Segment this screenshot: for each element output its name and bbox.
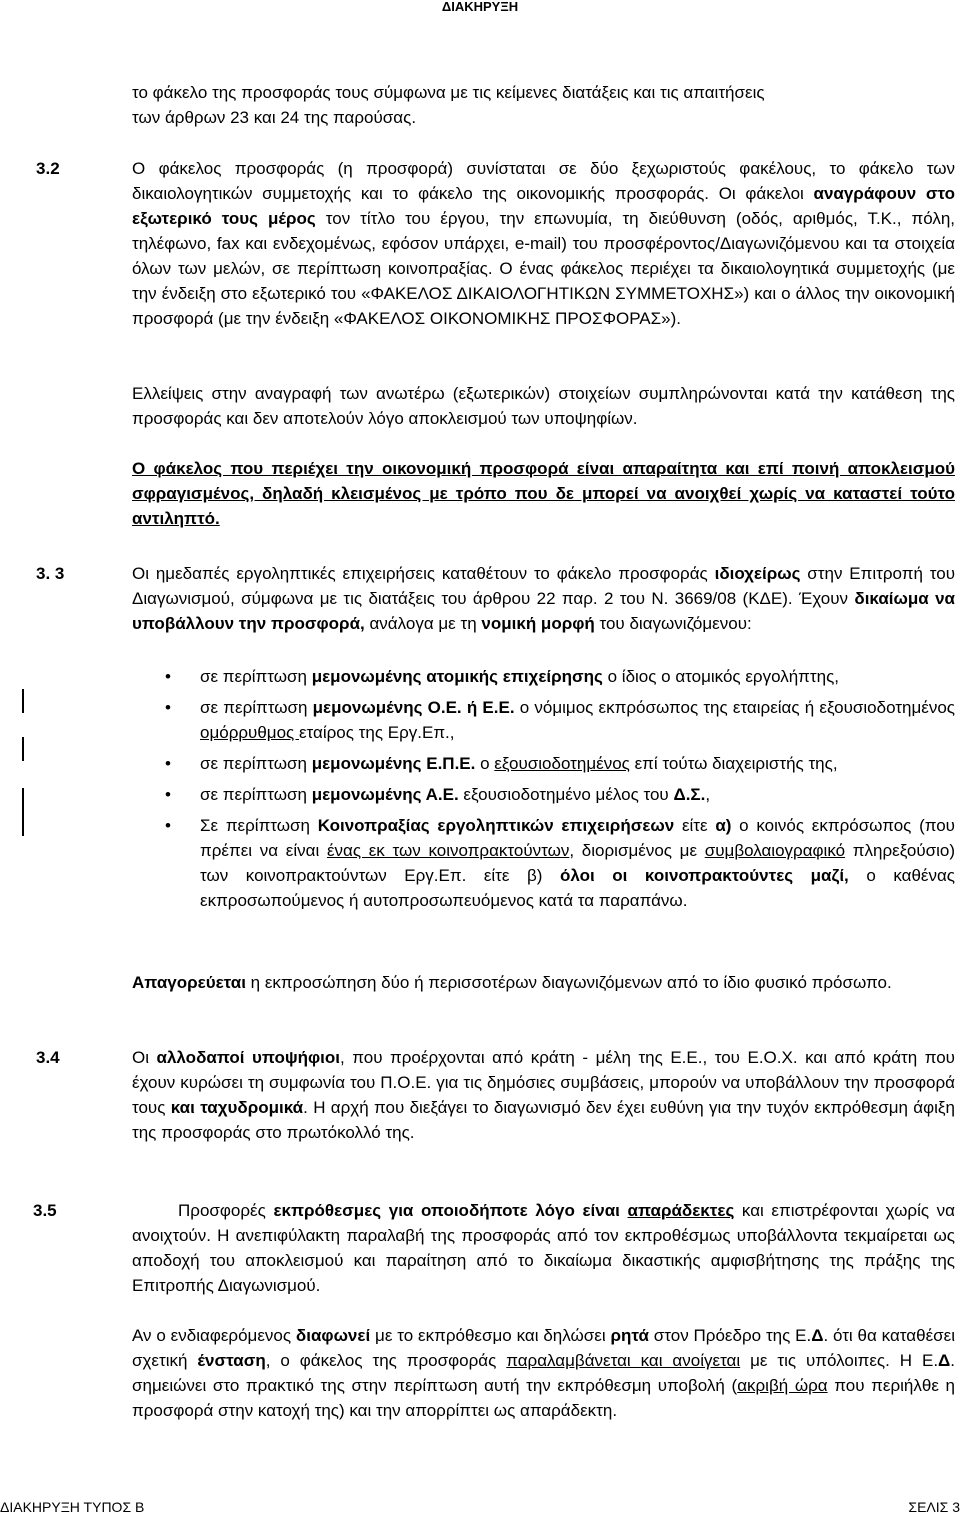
bold-text: μεμονωμένης Ε.Π.Ε.	[311, 754, 476, 773]
underlined-text: ένας εκ των κοινοπρακτούντων	[326, 841, 570, 860]
bold-text: μεμονωμένης Α.Ε.	[311, 785, 459, 804]
bold-text: αλλοδαποί υποψήφιοι	[156, 1048, 341, 1067]
bold-text: διαφωνεί	[295, 1326, 371, 1345]
text: σε περίπτωση	[200, 754, 312, 773]
footer-document-type: ΔΙΑΚΗΡΥΞΗ ΤΥΠΟΣ Β	[0, 1499, 145, 1515]
text: και επιστρέφονται χωρίς να ανοιχτούν. Η ανεπιφύλακτη παραλαβή της προσφοράς από τον εκπροθέσμως υποβάλλοντα τεκμαίρεται ως αποδοχή του αποκλεισμού και παραίτηση από το δικαίωμα δικαστικής αμφισβήτησης της πράξης της Επιτροπής Διαγωνισμού.	[132, 1201, 955, 1295]
text: Σε περίπτωση	[200, 816, 318, 835]
list-item	[132, 751, 955, 776]
list-item	[132, 813, 955, 913]
section-3-5-objection-paragraph	[132, 1323, 955, 1423]
text: του διαγωνιζόμενου:	[594, 614, 752, 633]
text: είτε	[674, 816, 716, 835]
bold-text: Δ	[938, 1351, 951, 1370]
text: ανάλογα με τη	[364, 614, 482, 633]
list-item	[132, 782, 955, 807]
legal-form-list	[132, 664, 955, 919]
text: με το εκπρόθεσμο και δηλώσει	[370, 1326, 611, 1345]
intro-paragraph	[132, 80, 955, 130]
text: στον Πρόεδρο της Ε.	[648, 1326, 812, 1345]
text: πληρεξούσιο) των κοινοπρακτούντων Εργ.Επ. είτε β)	[200, 841, 955, 885]
section-3-2-omissions-paragraph: Ελλείψεις στην αναγραφή των ανωτέρω (εξωτερικών) στοιχείων συμπληρώνονται κατά την κατάθεση της προσφοράς και δεν αποτελούν λόγο αποκλεισμού των υποψηφίων.	[132, 384, 955, 428]
bold-text: Δ	[811, 1326, 824, 1345]
text: Ο φάκελος προσφοράς (η προσφορά) συνίσταται σε δύο ξεχωριστούς φακέλους, το φάκελο των δικαιολογητικών συμμετοχής και το φάκελο της οικονομικής προσφοράς. Οι φάκελοι	[132, 159, 955, 203]
bold-text: μεμονωμένης ατομικής επιχείρησης	[311, 667, 603, 686]
bold-text: Κοινοπραξίας εργοληπτικών επιχειρήσεων	[317, 816, 675, 835]
text: Οι ημεδαπές εργοληπτικές επιχειρήσεις καταθέτουν το φάκελο προσφοράς	[132, 564, 715, 583]
section-3-2-sealed-envelope-paragraph: Ο φάκελος που περιέχει την οικονομική προσφορά είναι απαραίτητα και επί ποινή αποκλεισμού σφραγισμένος, δηλαδή κλεισμένος με τρόπο που δε μπορεί να ανοιχθεί χωρίς να καταστεί τούτο αντιληπτό.	[132, 459, 955, 528]
text: ο	[475, 754, 495, 773]
text: σε περίπτωση	[200, 698, 313, 717]
underlined-text: παραλαμβάνεται και ανοίγεται	[506, 1351, 741, 1370]
text: , που προέρχονται από κράτη - μέλη της Ε.Ε., του Ε.Ο.Χ. και από κράτη που έχουν κυρώσει τη συμφωνία του Π.Ο.Ε. για τις δημόσιες συμβάσεις, μπορούν να υποβάλλουν την προσφορά τους	[132, 1048, 955, 1117]
page-header: ΔΙΑΚΗΡΥΞΗ	[441, 0, 519, 14]
intro-line-2: των άρθρων 23 και 24 της παρούσας.	[132, 108, 417, 127]
text: επί τούτω διαχειριστής της,	[629, 754, 838, 773]
bold-text: και ταχυδρομικά	[170, 1098, 304, 1117]
section-number-part-b: 3	[50, 564, 65, 583]
revision-bar	[22, 737, 24, 761]
text: , πόλη, τηλέφωνο, fax και ενδεχομένως, εφόσον υπάρχει, e-mail) του προσφέροντος/Διαγωνιζόμενου και τα στοιχεία όλων των μελών, σε περίπτωση κοινοπραξίας. Ο ένας φάκελος περιέχει τα δικαιολογητικά συμμετοχής (με την ένδειξη στο εξωτερικό του «ΦΑΚΕΛΟΣ ΔΙΚΑΙΟΛΟΓΗΤΙΚΩΝ ΣΥΜΜΕΤΟΧΗΣ») και ο άλλος την οικονομική προσφορά (με την ένδειξη «ΦΑΚΕΛΟΣ ΟΙΚΟΝΟΜΙΚΗΣ ΠΡΟΣΦΟΡΑΣ»).	[132, 209, 956, 328]
bullet-icon: •	[165, 816, 171, 835]
bullet-icon: •	[165, 667, 171, 686]
text: . Η αρχή που διεξάγει το διαγωνισμό δεν έχει ευθύνη για την τυχόν εκπρόθεσμη άφιξη της προσφοράς στο πρωτόκολλό της.	[132, 1098, 955, 1142]
bold-text: ένσταση	[197, 1351, 266, 1370]
text: . ότι θα καταθέσει σχετική	[132, 1326, 955, 1370]
list-item	[132, 695, 955, 745]
text: ο ίδιος ο ατομικός εργολήπτης,	[602, 667, 839, 686]
bold-text: Απαγορεύεται	[132, 973, 246, 992]
text: ο καθένας εκπροσωπούμενος ή αυτοπροσωπευόμενος κατά τα παραπάνω.	[200, 866, 956, 910]
bold-text: όλοι οι κοινοπρακτούντες μαζί,	[560, 866, 849, 885]
underlined-text: συμβολαιογραφικό	[704, 841, 846, 860]
bold-text: νομική μορφή	[481, 614, 595, 633]
text: εταίρος της Εργ.Επ.,	[298, 723, 455, 742]
text: τον τίτλο του έργου, την επωνυμία, τη διεύθυνση (οδός, αριθμός, Τ.Κ.	[315, 209, 897, 228]
bullet-icon: •	[165, 698, 171, 717]
text: . σημειώνει στο πρακτικό της στην περίπτωση αυτή την εκπρόθεσμη υποβολή (	[132, 1351, 955, 1395]
underlined-text: ακριβή ώρα	[737, 1376, 828, 1395]
text: , ο φάκελος της προσφοράς	[265, 1351, 507, 1370]
text: , διορισμένος με	[569, 841, 705, 860]
revision-bar	[22, 788, 24, 836]
text: Προσφορές	[178, 1201, 274, 1220]
text: η εκπροσώπηση δύο ή περισσοτέρων διαγωνιζόμενων από το ίδιο φυσικό πρόσωπο.	[245, 973, 892, 992]
text: Οι	[132, 1048, 157, 1067]
text: εξουσιοδοτημένο μέλος του	[458, 785, 674, 804]
bold-text: εκπρόθεσμες για οποιοδήποτε λόγο είναι	[273, 1201, 628, 1220]
section-3-5-paragraph	[132, 1198, 955, 1298]
bold-underlined-text: απαράδεκτες	[627, 1201, 735, 1220]
bold-text: αναγράφουν στο εξωτερικό τους μέρος	[132, 184, 955, 228]
text: σε περίπτωση	[200, 785, 312, 804]
section-number-part-b: 2	[50, 159, 60, 178]
section-3-3-paragraph	[132, 561, 955, 636]
section-number-3-4: 3.4	[36, 1048, 60, 1067]
text: ο νόμιμος εκπρόσωπος της εταιρείας ή εξουσιοδοτημένος	[514, 698, 955, 717]
footer-page-number: ΣΕΛΙΣ 3	[908, 1499, 960, 1515]
underlined-text: εξουσιοδοτημένος	[494, 754, 630, 773]
section-3-3-prohibition-paragraph	[132, 970, 955, 995]
text: με τις υπόλοιπες. Η Ε.	[740, 1351, 939, 1370]
bold-text: α)	[715, 816, 732, 835]
bullet-icon: •	[165, 754, 171, 773]
text: Αν ο ενδιαφερόμενος	[132, 1326, 296, 1345]
section-number-part-a: 3.	[36, 159, 51, 178]
section-3-4-paragraph	[132, 1045, 955, 1145]
section-number-3-5: 3.5	[33, 1201, 57, 1220]
section-number-3-2	[36, 156, 60, 181]
section-number-3-3	[36, 561, 64, 586]
list-item	[132, 664, 955, 689]
bold-text: ρητά	[610, 1326, 649, 1345]
bold-text: μεμονωμένης Ο.Ε. ή Ε.Ε.	[312, 698, 515, 717]
intro-line-1: το φάκελο της προσφοράς τους σύμφωνα με τις κείμενες διατάξεις και τις απαιτήσεις	[132, 83, 765, 102]
text: που περιήλθε η προσφορά στην κατοχή της) και την απορρίπτει ως απαράδεκτη.	[132, 1376, 955, 1420]
section-3-2-paragraph	[132, 156, 955, 331]
bold-text: ιδιοχείρως	[714, 564, 801, 583]
text: ,	[705, 785, 711, 804]
bullet-icon: •	[165, 785, 171, 804]
text: ο κοινός εκπρόσωπος (που πρέπει να είναι	[200, 816, 955, 860]
bold-text: δικαίωμα να υποβάλλουν την προσφορά,	[132, 589, 955, 633]
bold-text: Δ.Σ.	[673, 785, 706, 804]
text: σε περίπτωση	[200, 667, 312, 686]
underlined-text: ομόρρυθμος	[200, 723, 299, 742]
section-number-part-a: 3.	[36, 564, 51, 583]
text: στην Επιτροπή του Διαγωνισμού, σύμφωνα με τις διατάξεις του άρθρου 22 παρ. 2 του Ν. 3669/08 (ΚΔΕ). Έχουν	[132, 564, 956, 608]
revision-bar	[22, 689, 24, 713]
